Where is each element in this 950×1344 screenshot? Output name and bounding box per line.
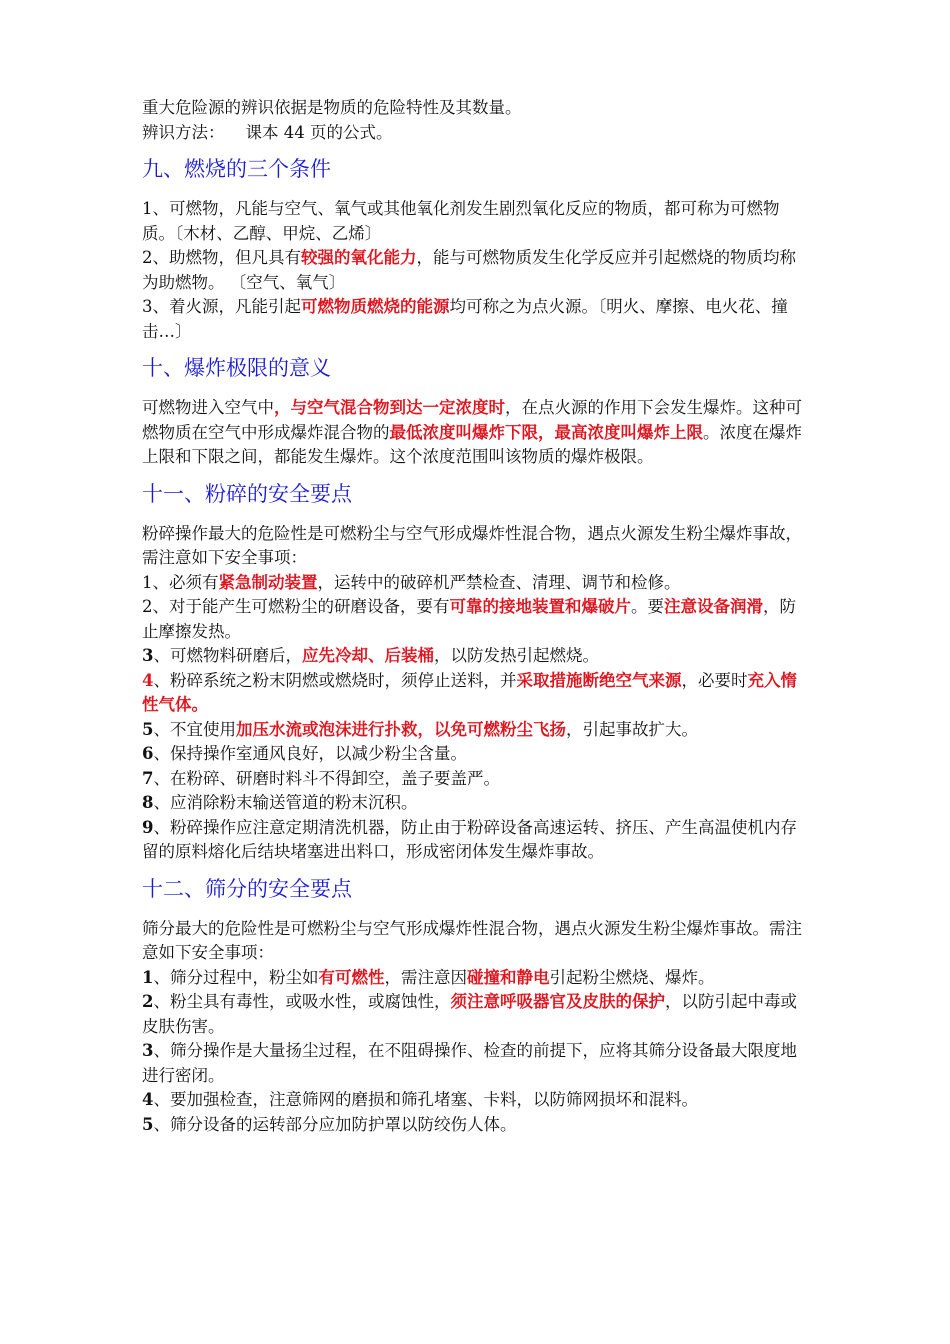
highlight: ，最高浓度叫爆炸上限 <box>538 422 703 442</box>
text: ，能与可燃物质发生化学反应并引起燃烧的物质均称 <box>416 248 796 267</box>
highlight: ，与空气混合物到达一定浓度时 <box>274 398 505 417</box>
highlight: 有可燃性 <box>318 967 385 987</box>
text: ，防止摩擦发热。 <box>142 597 796 641</box>
item-number: 9 <box>142 817 154 837</box>
text: 2、助燃物，但凡具有 <box>142 248 301 267</box>
s11-item-7 <box>142 767 812 792</box>
text: 3、着火源，凡能引起 <box>142 297 301 316</box>
text: 。浓度在爆炸上限和下限之间，都能发生爆炸。这个浓度范围叫该物质的爆炸极限。 <box>142 422 802 466</box>
s12-item-5 <box>142 1113 812 1138</box>
intro-line-2: 辨识方法： 课本 44 页的公式。 <box>142 122 393 142</box>
highlight: 注意设备润滑 <box>664 597 763 616</box>
s11-item-6 <box>142 742 812 767</box>
text: ，运转中的破碎机严禁检查、清理、调节和检修。 <box>317 572 681 592</box>
s12-intro: 筛分最大的危险性是可燃粉尘与空气形成爆炸性混合物，遇点火源发生粉尘爆炸事故。需注意如下安全事项： <box>142 918 802 962</box>
document-page <box>142 96 812 1137</box>
item-number: 5 <box>142 719 154 739</box>
item-number: 8 <box>142 793 154 812</box>
text: 2、对于能产生可燃粉尘的研磨设备，要有 <box>142 597 450 616</box>
s12-item-4 <box>142 1088 812 1113</box>
s12-item-2 <box>142 990 812 1039</box>
text: 可燃物进入空气中 <box>142 398 274 417</box>
highlight: 应先冷却、后装桶 <box>301 646 434 665</box>
text: 均可称之为点火源。〔明火、摩擦、电火花、撞击…〕 <box>142 297 788 341</box>
text: 、粉尘具有毒性，或吸水性，或腐蚀性， <box>153 992 451 1011</box>
text: 、粉碎操作应注意定期清洗机器，防止由于粉碎设备高速运转、挤压、产生高温使机内存留的原料熔化后结块堵塞进出料口，形成密闭体发生爆炸事故。 <box>142 817 797 861</box>
text: 、不宜使用 <box>153 719 236 739</box>
s11-item-9 <box>142 816 812 865</box>
highlight: 最低浓度叫爆炸下限 <box>389 422 538 442</box>
s11-item-4 <box>142 669 812 718</box>
text: 、保持操作室通风良好，以减少粉尘含量。 <box>153 744 467 763</box>
section-11-title: 十一、粉碎的安全要点 <box>142 481 352 506</box>
highlight: 较强的氧化能力 <box>301 248 417 267</box>
s11-intro: 粉碎操作最大的危险性是可燃粉尘与空气形成爆炸性混合物，遇点火源发生粉尘爆炸事故，需注意如下安全事项： <box>142 523 802 567</box>
section-12-title: 十二、筛分的安全要点 <box>142 876 352 901</box>
text: 、筛分过程中，粉尘如 <box>153 967 319 987</box>
highlight: 充入惰性气体。 <box>142 670 797 714</box>
s12-item-1 <box>142 966 812 991</box>
text: 、筛分设备的运转部分应加防护罩以防绞伤人体。 <box>153 1114 517 1134</box>
s11-item-1 <box>142 571 812 596</box>
item-number: 4 <box>142 670 154 690</box>
text: ，引起事故扩大。 <box>565 719 698 739</box>
item-number: 3 <box>142 646 154 665</box>
s11-item-2 <box>142 595 812 644</box>
item-number: 3 <box>142 1041 154 1060</box>
highlight: 须注意呼吸器官及皮肤的保护 <box>450 992 665 1011</box>
highlight: 碰撞和静电 <box>466 967 550 987</box>
text: 、可燃物料研磨后， <box>153 646 302 665</box>
s9-item-2 <box>142 246 812 271</box>
s9-item-1: 1、可燃物，凡能与空气、氧气或其他氧化剂发生剧烈氧化反应的物质，都可称为可燃物质。〔木材、乙醇、甲烷、乙烯〕 <box>142 199 780 243</box>
text: 、筛分操作是大量扬尘过程，在不阻碍操作、检查的前提下，应将其筛分设备最大限度地进行密闭。 <box>142 1041 797 1085</box>
item-number: 6 <box>142 744 154 763</box>
item-number: 1 <box>142 967 154 987</box>
text: 。要 <box>631 597 664 616</box>
section-9-title: 九、燃烧的三个条件 <box>142 157 331 181</box>
text: 、在粉碎、研磨时料斗不得卸空，盖子要盖严。 <box>153 768 500 788</box>
s9-item-3 <box>142 295 812 344</box>
item-number: 5 <box>142 1114 154 1134</box>
item-number: 2 <box>142 992 154 1011</box>
item-number: 4 <box>142 1090 154 1109</box>
s11-item-3 <box>142 644 812 669</box>
highlight: 可靠的接地装置和爆破片 <box>449 597 631 616</box>
text: 、应消除粉末输送管道的粉末沉积。 <box>153 793 418 812</box>
s12-item-3 <box>142 1039 812 1088</box>
highlight: 可燃物质燃烧的能源 <box>301 297 450 316</box>
text: 、要加强检查，注意筛网的磨损和筛孔堵塞、卡料，以防筛网损坏和混料。 <box>153 1090 698 1109</box>
text: ，在点火源的作用下会发生爆炸。这种可燃物质在空气中形成爆炸混合物的 <box>142 398 802 442</box>
s10-paragraph <box>142 396 812 470</box>
section-10-title: 十、爆炸极限的意义 <box>142 356 331 380</box>
text: ，以防发热引起燃烧。 <box>433 646 599 665</box>
highlight: 采取措施断绝空气来源 <box>516 670 682 690</box>
item-number: 7 <box>142 768 154 788</box>
highlight: 紧急制动装置 <box>218 572 318 592</box>
text: ，必要时 <box>681 670 748 690</box>
s9-item-2-cont: 为助燃物。 〔空气、氧气〕 <box>142 272 346 292</box>
text: ，以防引起中毒或皮肤伤害。 <box>142 992 797 1036</box>
text: 引起粉尘燃烧、爆炸。 <box>549 967 715 987</box>
text: 1、必须有 <box>142 572 219 592</box>
highlight: 加压水流或泡沫进行扑救，以免可燃粉尘飞扬 <box>235 719 566 739</box>
text: ，需注意因 <box>384 967 467 987</box>
text: 、粉碎系统之粉末阴燃或燃烧时，须停止送料，并 <box>153 670 517 690</box>
intro-line-1: 重大危险源的辨识依据是物质的危险特性及其数量。 <box>142 98 522 117</box>
s11-item-8 <box>142 791 812 816</box>
s11-item-5 <box>142 718 812 743</box>
